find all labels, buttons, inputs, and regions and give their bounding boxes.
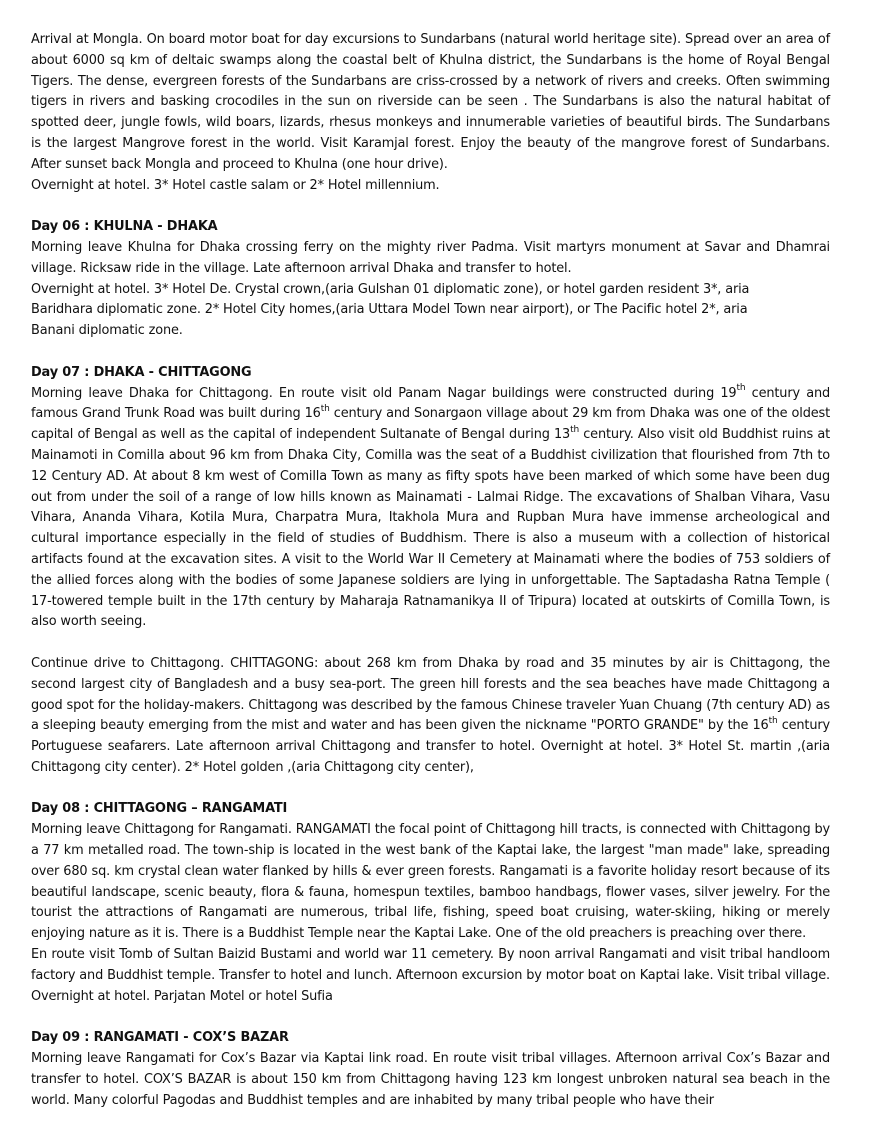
superscript-th: th: [736, 383, 746, 394]
day07-paragraph-1: [31, 384, 830, 634]
day05-body: Arrival at Mongla. On board motor boat for day excursions to Sundarbans (natural world heritage site). Spread over an area of about 6000 sq km of deltaic swamps along the coastal belt of Khulna district, the Sundarbans is the home of Royal Bengal Tigers. The dense, evergreen forests of the Sundarbans are criss-crossed by a network of rivers and creeks. Often swimming tigers in rivers and basking crocodiles in the sun on riverside can be seen . The Sundarbans is also the natural habitat of spotted deer, jungle fowls, wild boars, lizards, rhesus monkeys and innumerable varieties of beautiful birds. The Sundarbans is the largest Mangrove forest in the world. Visit Karamjal forest. Enjoy the beauty of the mangrove forest of Sundarbans. After sunset back Mongla and proceed to Khulna (one hour drive).: [31, 32, 830, 172]
day06-body: Morning leave Khulna for Dhaka crossing ferry on the mighty river Padma. Visit martyrs monument at Savar and Dhamrai village. Ricksaw ride in the village. Late afternoon arrival Dhaka and transfer to hotel.: [31, 239, 830, 276]
day08-heading: Day 08 : CHITTAGONG – RANGAMATI: [31, 801, 288, 817]
day07-paragraph-2: [31, 654, 830, 779]
day06-overnight-line-3: Banani diplomatic zone.: [31, 323, 183, 339]
day07-p2-part-b: century Portuguese seafarers. Late afternoon arrival Chittagong and transfer to hotel. Overnight at hotel. 3* Hotel St. martin ,(aria Chittagong city center). 2* Hotel golden ,(aria Chittagong city center),: [31, 718, 830, 775]
day06-overnight-line-2: Baridhara diplomatic zone. 2* Hotel City homes,(aria Uttara Model Town near airport), or The Pacific hotel 2*, aria: [31, 302, 748, 318]
day07-p1-part-a: Morning leave Dhaka for Chittagong. En route visit old Panam Nagar buildings were constructed during 19: [31, 385, 737, 401]
day07-p1-part-b: century and famous Grand Trunk Road was built during 16: [31, 385, 830, 422]
day06-overnight: [31, 280, 830, 342]
day07-p1-part-c: century and Sonargaon village about 29 km from Dhaka was one of the oldest capital of Bengal as well as the capital of independent Sultanate of Bengal during 13: [31, 406, 830, 443]
superscript-th: th: [768, 716, 778, 726]
day07-heading: Day 07 : DHAKA - CHITTAGONG: [31, 364, 252, 380]
day05-overnight: Overnight at hotel. 3* Hotel castle salam or 2* Hotel millennium.: [31, 177, 440, 193]
superscript-th: th: [320, 404, 330, 415]
day07-p1-part-d: century. Also visit old Buddhist ruins at Mainamoti in Comilla about 96 km from Dhaka City, Comilla was the seat of a Buddhist civilization that flourished from 7th to 12 Century AD. At about 8 km west of Comilla Town as many as fifty spots have been marked of which some have been dug out from under the soil of a range of low hills known as Mainamati - Lalmai Ridge. The excavations of Shalban Vihara, Vasu Vihara, Ananda Vihara, Kotila Mura, Charpatra Mura, Itakhola Mura and Rupban Mura have immense archeological and cultural importance especially in the field of studies of Buddhism. There is also a museum with a collection of historical artifacts found at the excavation sites. A visit to the World War II Cemetery at Mainamati where the bodies of 753 soldiers of the allied forces along with the bodies of some Japanese soldiers are lying in unforgettable. The Saptadasha Ratna Temple ( 17-towered temple built in the 17th century by Maharaja Ratnamanikya II of Tripura) located at outskirts of Comilla Town, is also worth seeing.: [31, 427, 830, 630]
day09-body: Morning leave Rangamati for Cox’s Bazar via Kaptai link road. En route visit tribal villages. Afternoon arrival Cox’s Bazar and transfer to hotel. COX’S BAZAR is about 150 km from Chittagong having 123 km longest unbroken natural sea beach in the world. Many colorful Pagodas and Buddhist temples and are inhabited by many tribal people who have their: [31, 1051, 830, 1108]
day08-paragraph-2: En route visit Tomb of Sultan Baizid Bustami and world war 11 cemetery. By noon arrival Rangamati and visit tribal handloom factory and Buddhist temple. Transfer to hotel and lunch. Afternoon excursion by motor boat on Kaptai lake. Visit tribal village. Overnight at hotel. Parjatan Motel or hotel Sufia: [31, 947, 830, 1004]
day07-p2-part-a: Continue drive to Chittagong. CHITTAGONG: about 268 km from Dhaka by road and 35 minutes by air is Chittagong, the second largest city of Bangladesh and a busy sea-port. The green hill forests and the sea beaches have made Chittagong a good spot for the holiday-makers. Chittagong was described by the famous Chinese traveler Yuan Chuang (7th century AD) as a sleeping beauty emerging from the mist and water and has been given the nickname "PORTO GRANDE" by the 16: [31, 655, 830, 734]
superscript-th: th: [570, 424, 580, 435]
day06-overnight-line-1: Overnight at hotel. 3* Hotel De. Crystal crown,(aria Gulshan 01 diplomatic zone), or hotel garden resident 3*, aria: [31, 281, 750, 297]
day09-heading: Day 09 : RANGAMATI - COX’S BAZAR: [31, 1030, 289, 1046]
day06-heading: Day 06 : KHULNA - DHAKA: [31, 219, 218, 235]
day08-paragraph-1: Morning leave Chittagong for Rangamati. RANGAMATI the focal point of Chittagong hill tracts, is connected with Chittagong by a 77 km metalled road. The town-ship is located in the west bank of the Kaptai lake, the largest "man made" lake, spreading over 680 sq. km crystal clean water flanked by hills & ever green forests. Rangamati is a favorite holiday resort because of its beautiful landscape, scenic beauty, flora & fauna, homespun textiles, bamboo handbags, flower vases, silver jewelry. For the tourist the attractions of Rangamati are numerous, tribal life, fishing, speed boat cruising, water-skiing, hiking or merely enjoying nature as it is. There is a Buddhist Temple near the Kaptai Lake. One of the old preachers is preaching over there.: [31, 822, 830, 942]
